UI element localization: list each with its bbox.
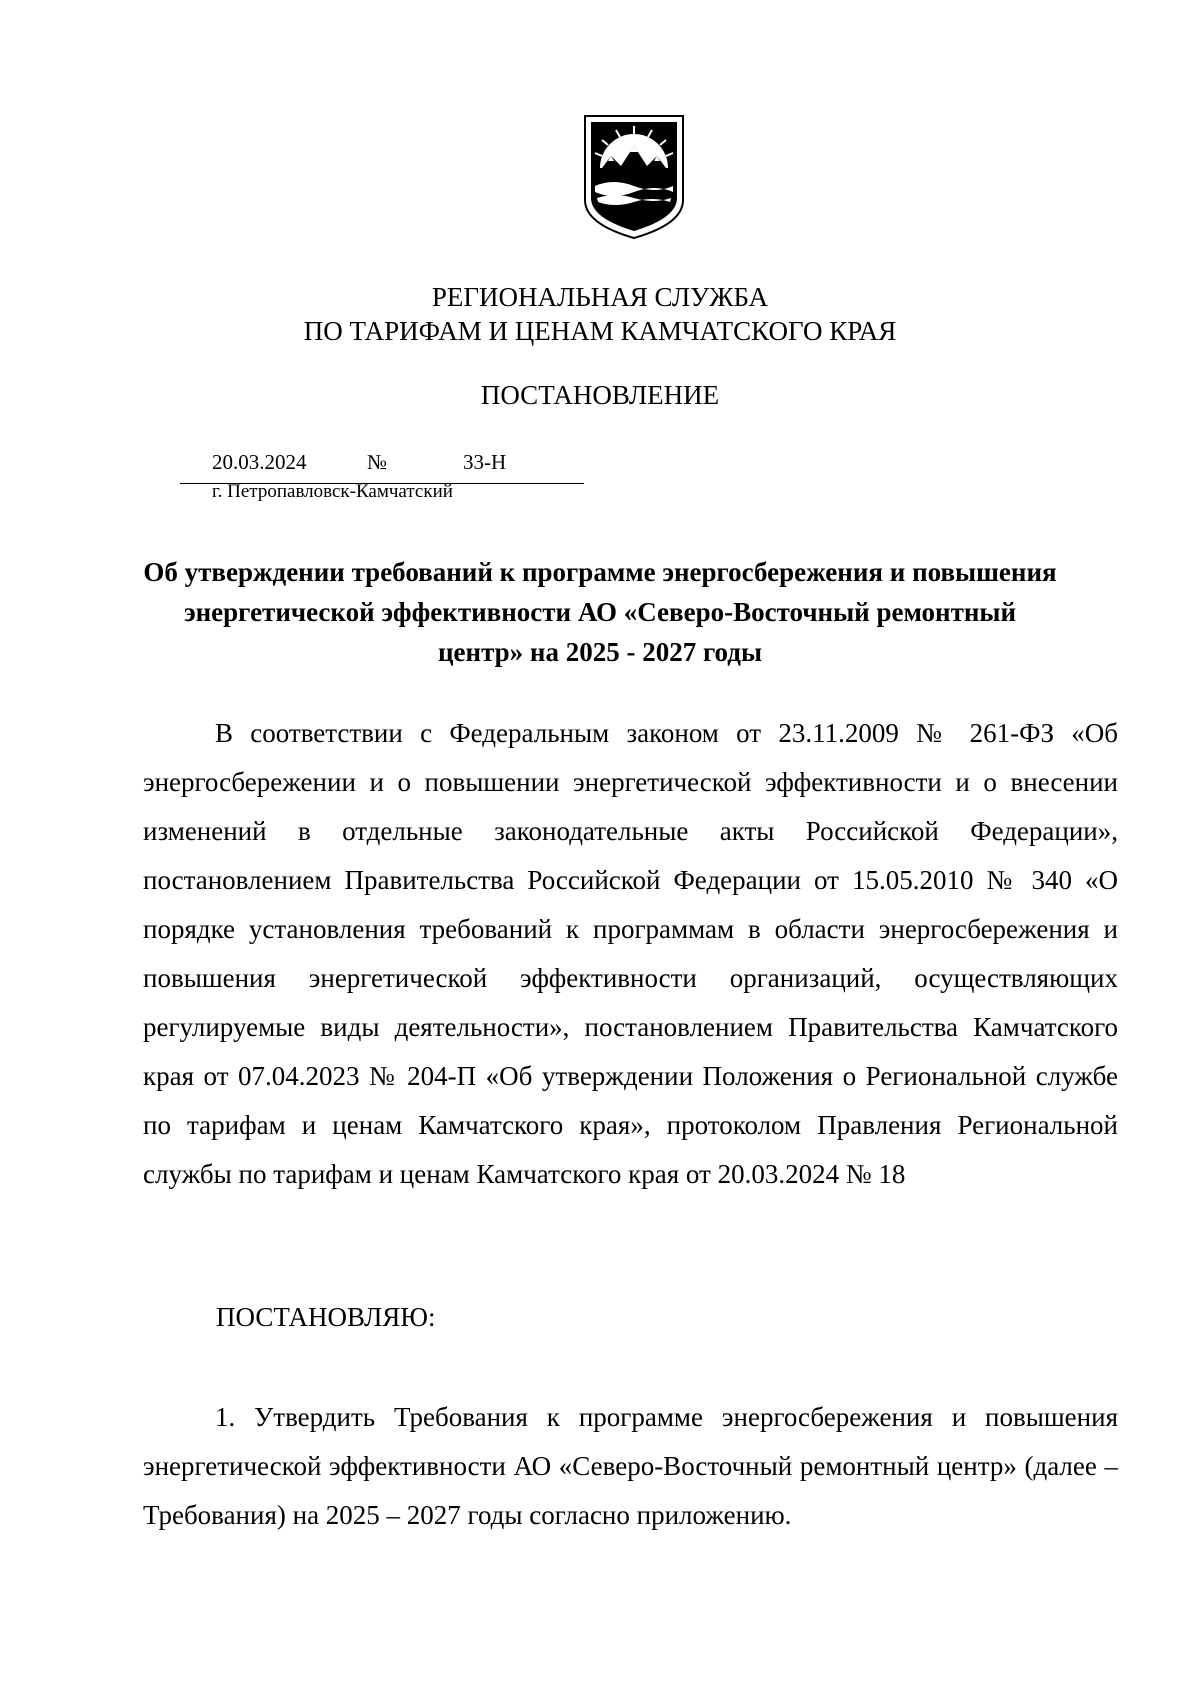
coat-of-arms-icon	[579, 112, 689, 240]
document-type: ПОСТАНОВЛЕНИЕ	[480, 380, 720, 410]
decree-item-1: 1. Утвердить Требования к программе энергосбережения и повышения энергетической эффективности АО «Северо-Восточный ремонтный центр» (далее – Требования) на 2025 – 2027 годы согласно приложению.	[143, 1402, 1118, 1530]
agency-name-line1: РЕГИОНАЛЬНАЯ СЛУЖБА	[431, 282, 769, 312]
preamble-paragraph: В соответствии с Федеральным законом от 23.11.2009 № 261-ФЗ «Об энергосбережении и о повышении энергетической эффективности и о внесении изменений в отдельные законодательные акты Российской Федерации», постановлением Правительства Российской Федерации от 15.05.2010 № 340 «О порядке установления требований к программам в области энергосбережения и повышения энергетической эффективности организаций, осуществляющих регулируемые виды деятельности», постановлением Правительства Камчатского края от 07.04.2023 № 204-П «Об утверждении Положения о Региональной службе по тарифам и ценам Камчатского края», протоколом Правления Региональной службы по тарифам и ценам Камчатского края от 20.03.2024 № 18	[143, 718, 1118, 1189]
decree-word: ПОСТАНОВЛЯЮ:	[216, 1302, 436, 1332]
registration-date: 20.03.2024	[212, 450, 307, 474]
agency-name-line2: ПО ТАРИФАМ И ЦЕНАМ КАМЧАТСКОГО КРАЯ	[303, 316, 897, 346]
agency-name	[0, 280, 1200, 348]
city-of-issue: г. Петропавловск-Камчатский	[212, 481, 453, 502]
registration-number: 33-Н	[463, 450, 507, 474]
document-title: Об утверждении требований к программе энергосбережения и повышения энергетической эффективности АО «Северо-Восточный ремонтный центр» на 2025 - 2027 годы	[143, 557, 1057, 667]
registration-number-sign: №	[367, 450, 388, 474]
